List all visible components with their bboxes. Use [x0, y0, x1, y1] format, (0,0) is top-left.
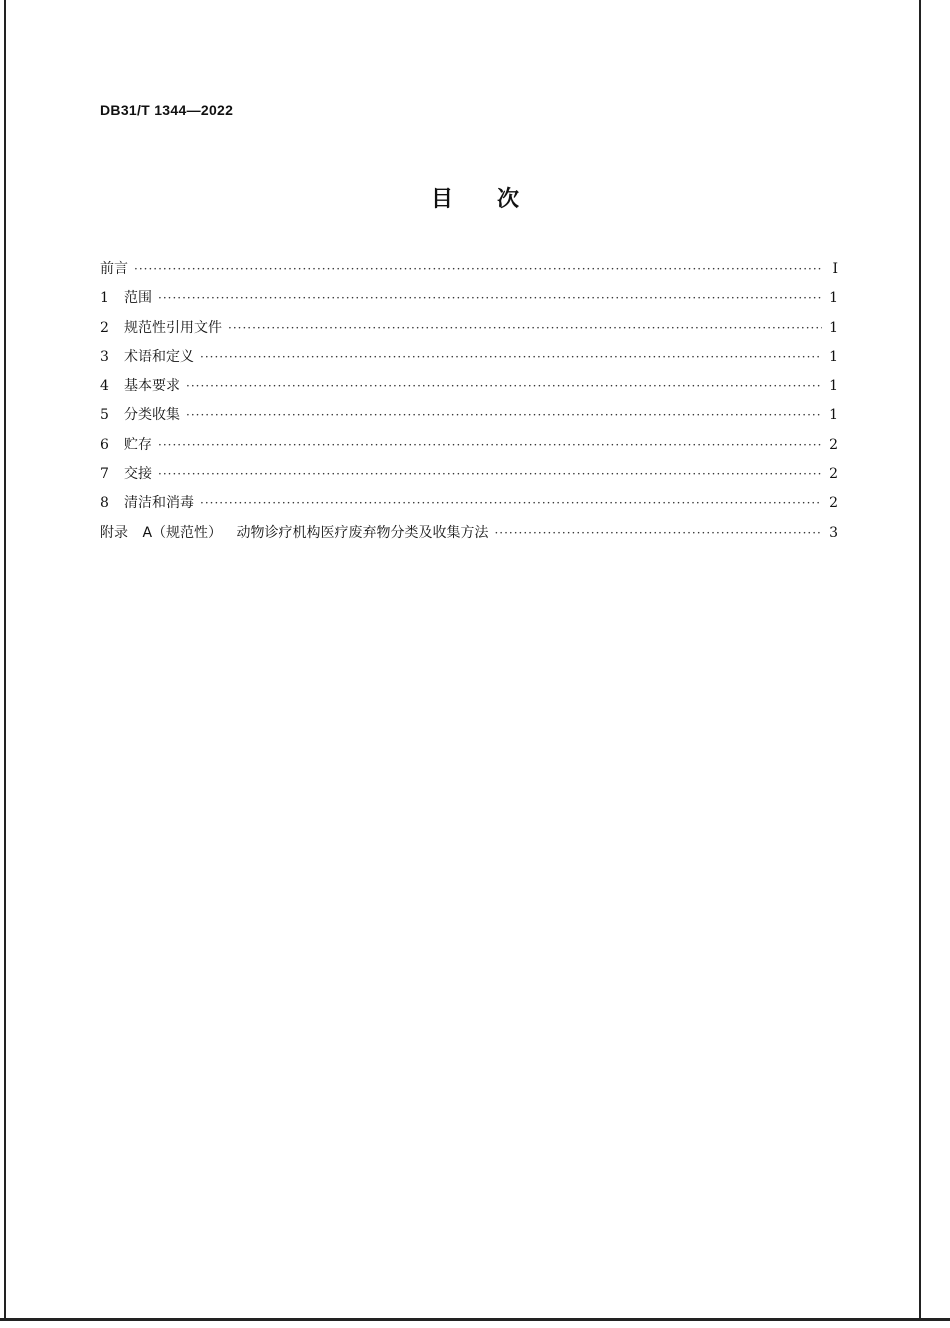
toc-leader-dots	[158, 291, 822, 305]
toc-leader-dots	[200, 350, 822, 364]
toc-entry-label: 清洁和消毒	[124, 495, 194, 512]
toc-entry-annex-a[interactable]	[100, 522, 838, 551]
toc-entry-terms-definitions[interactable]	[100, 346, 838, 375]
toc-entry-label: 前言	[100, 261, 128, 277]
toc-title-char-2: 次	[497, 187, 520, 212]
toc-entry-label: 附录 A（规范性） 动物诊疗机构医疗废弃物分类及收集方法	[100, 524, 489, 541]
toc-entry-page: 2	[829, 495, 838, 512]
toc-entry-label: 基本要求	[124, 378, 180, 395]
toc-entry-foreword[interactable]	[100, 258, 838, 287]
toc-entry-page: 1	[829, 319, 838, 336]
scan-edge-bottom	[0, 1318, 950, 1321]
toc-entry-number: 2	[100, 319, 109, 336]
toc-entry-number: 7	[100, 466, 109, 483]
toc-entry-number: 8	[100, 495, 109, 512]
toc-entry-basic-requirements[interactable]	[100, 375, 838, 404]
toc-entry-label: 规范性引用文件	[124, 319, 222, 336]
toc-title	[0, 182, 950, 213]
document-code: DB31/T 1344—2022	[100, 102, 234, 118]
toc-entry-page: 2	[829, 436, 838, 453]
toc-leader-dots	[494, 526, 822, 540]
toc-entry-number: 5	[100, 407, 109, 424]
toc-leader-dots	[134, 262, 822, 276]
toc-entry-number: 4	[100, 378, 109, 395]
toc-entry-number: 6	[100, 436, 109, 453]
toc-entry-scope[interactable]	[100, 287, 838, 316]
toc-entry-label: 术语和定义	[124, 348, 194, 365]
toc-entry-number: 3	[100, 348, 109, 365]
toc-entry-cleaning-disinfection[interactable]	[100, 492, 838, 521]
toc-leader-dots	[186, 408, 822, 422]
toc-leader-dots	[158, 467, 822, 481]
toc-list	[100, 258, 838, 551]
toc-leader-dots	[200, 496, 822, 510]
toc-leader-dots	[158, 438, 822, 452]
toc-title-char-1: 目	[430, 187, 453, 212]
toc-entry-number: 1	[100, 290, 109, 307]
toc-leader-dots	[186, 379, 822, 393]
toc-entry-normative-references[interactable]	[100, 317, 838, 346]
toc-entry-page: 1	[829, 407, 838, 424]
toc-leader-dots	[228, 321, 822, 335]
toc-entry-label: 分类收集	[124, 407, 180, 424]
toc-entry-label: 范围	[124, 290, 152, 307]
toc-entry-label: 交接	[124, 466, 152, 483]
toc-entry-page: 3	[829, 524, 838, 541]
toc-entry-page: 1	[829, 348, 838, 365]
toc-entry-page: 1	[829, 290, 838, 307]
toc-entry-classified-collection[interactable]	[100, 404, 838, 433]
toc-entry-page: Ⅰ	[832, 261, 838, 277]
toc-entry-storage[interactable]	[100, 434, 838, 463]
toc-entry-label: 贮存	[124, 436, 152, 453]
toc-entry-page: 2	[829, 466, 838, 483]
toc-entry-page: 1	[829, 378, 838, 395]
toc-entry-handover[interactable]	[100, 463, 838, 492]
